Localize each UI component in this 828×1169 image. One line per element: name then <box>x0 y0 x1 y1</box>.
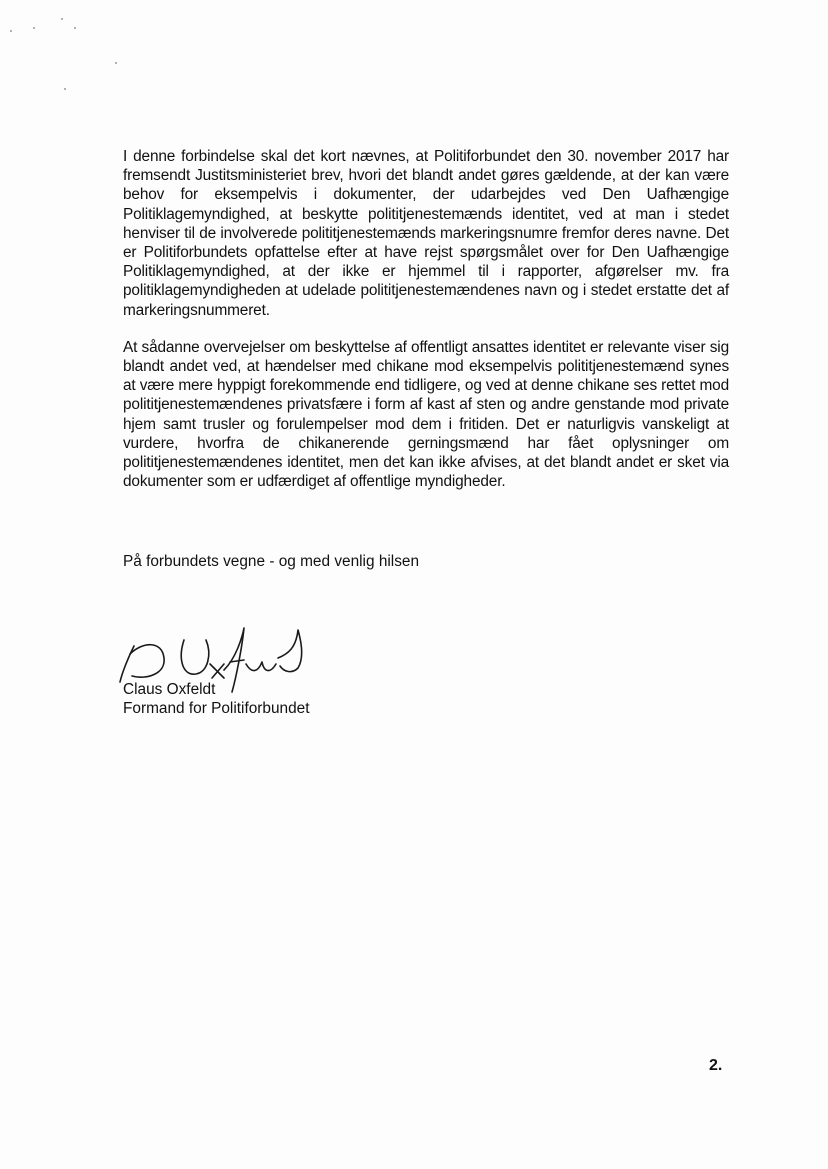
signatory-name: Claus Oxfeldt <box>123 681 216 698</box>
scan-speck <box>115 62 117 64</box>
scan-speck <box>33 27 35 29</box>
paragraph-1: I denne forbindelse skal det kort nævnes, at Politiforbundet den 30. november 2017 har fremsendt Justitsministeriet brev, hvori det blandt andet gøres gældende, at der kan være behov for eksempelvis i dokumenter, der udarbejdes ved Den Uafhængige Politiklagemyndighed, at beskytte polititjenestemænds identitet, ved at man i stedet henviser til de involverede polititjenestemænds markeringsnumre fremfor deres navne. Det er Politiforbundets opfattelse efter at have rejst spørgsmålet over for Den Uafhængige Politiklagemyndighed, at der ikke er hjemmel til i rapporter, afgørelser mv. fra politiklagemyndigheden at udelade polititjenestemændenes navn og i stedet erstatte det af markeringsnummeret. <box>123 148 729 319</box>
page-number: 2. <box>709 1057 723 1074</box>
scan-speck <box>64 88 66 90</box>
letter-body <box>123 147 729 509</box>
scan-speck <box>61 18 63 20</box>
scan-speck <box>10 30 12 32</box>
signatory-title: Formand for Politiforbundet <box>123 700 310 717</box>
paragraph-2: At sådanne overvejelser om beskyttelse af offentligt ansattes identitet er relevante viser sig blandt andet ved, at hændelser med chikane mod eksempelvis polititjenestemænd synes at være mere hyppigt forekommende end tidligere, og ved at denne chikane ses rettet mod polititjenestemændenes privatsfære i form af kast af sten og andre genstande mod private hjem samt trusler og forulempelser mod dem i fritiden. Det er naturligvis vanskeligt at vurdere, hvorfra de chikanerende gerningsmænd har fået oplysninger om polititjenestemændenes identitet, men det kan ikke afvises, at det blandt andet er sket via dokumenter som er udfærdiget af offentlige myndigheder. <box>123 338 729 491</box>
closing-salutation: På forbundets vegne - og med venlig hilsen <box>123 553 420 570</box>
scan-speck <box>74 27 76 29</box>
